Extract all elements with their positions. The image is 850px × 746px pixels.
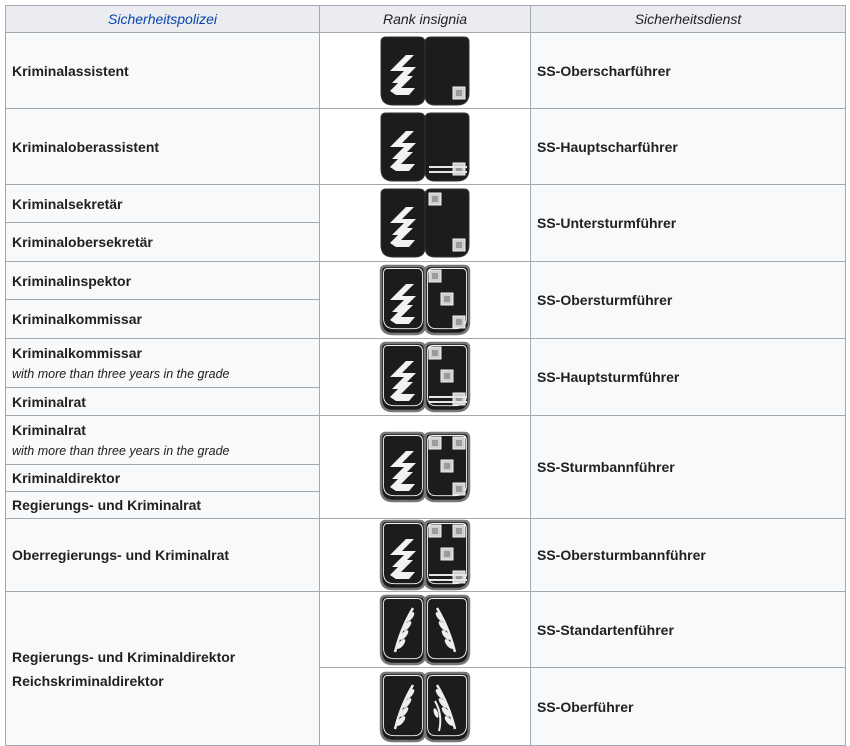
insignia-cell: [320, 33, 531, 109]
ss-rank: SS-Obersturmführer: [531, 262, 846, 339]
insignia-cell: [320, 185, 531, 262]
table-row: [6, 109, 846, 185]
ss-rank: SS-Untersturmführer: [531, 185, 846, 262]
collar-tab-insignia-icon: [373, 264, 477, 336]
police-rank: Oberregierungs- und Kriminalrat: [6, 519, 320, 592]
ss-rank: SS-Oberführer: [531, 668, 846, 746]
table-row: [6, 33, 846, 109]
ss-rank: SS-Obersturmbannführer: [531, 519, 846, 592]
header-sicherheitspolizei-link[interactable]: Sicherheitspolizei: [6, 6, 320, 33]
police-rank: Kriminalassistent: [6, 33, 320, 109]
table-row: [6, 519, 846, 592]
ss-rank: SS-Sturmbannführer: [531, 416, 846, 519]
rank-comparison-table: [5, 5, 846, 746]
insignia-cell: [320, 519, 531, 592]
police-rank: Kriminalinspektor: [6, 262, 320, 300]
rank-note: with more than three years in the grade: [12, 367, 230, 381]
ss-rank: SS-Standartenführer: [531, 592, 846, 668]
insignia-cell: [320, 262, 531, 339]
police-rank: Kriminaldirektor: [6, 465, 320, 492]
police-rank: Kriminalrat: [12, 422, 86, 438]
ss-rank: SS-Hauptsturmführer: [531, 339, 846, 416]
collar-tab-insignia-icon: [373, 341, 477, 413]
rank-note: with more than three years in the grade: [12, 444, 230, 458]
police-rank-cell: [6, 592, 320, 746]
police-rank: Kriminalkommissar: [12, 345, 142, 361]
collar-tab-insignia-icon: [373, 111, 477, 183]
table-row: [6, 185, 846, 223]
collar-tab-insignia-icon: [373, 35, 477, 107]
police-rank: Regierungs- und Kriminaldirektor: [12, 648, 236, 665]
collar-tab-insignia-icon: [373, 594, 477, 666]
table-row: [6, 592, 846, 668]
insignia-cell: [320, 416, 531, 519]
ss-rank: SS-Oberscharführer: [531, 33, 846, 109]
table-row: [6, 416, 846, 465]
police-rank: Kriminalkommissar: [6, 300, 320, 339]
collar-tab-insignia-icon: [373, 519, 477, 591]
police-rank-cell: [6, 416, 320, 465]
collar-tab-insignia-icon: [373, 187, 477, 259]
police-rank: Kriminaloberassistent: [6, 109, 320, 185]
insignia-cell: [320, 592, 531, 668]
police-rank-cell: [6, 339, 320, 388]
header-rank-insignia: Rank insignia: [320, 6, 531, 33]
police-rank: Kriminalrat: [6, 388, 320, 416]
police-rank: Reichskriminaldirektor: [12, 672, 164, 689]
header-sicherheitsdienst: Sicherheitsdienst: [531, 6, 846, 33]
table-row: [6, 339, 846, 388]
ss-rank: SS-Hauptscharführer: [531, 109, 846, 185]
police-rank: Regierungs- und Kriminalrat: [6, 492, 320, 519]
insignia-cell: [320, 109, 531, 185]
collar-tab-insignia-icon: [373, 671, 477, 743]
insignia-cell: [320, 668, 531, 746]
insignia-cell: [320, 339, 531, 416]
header-row: [6, 6, 846, 33]
collar-tab-insignia-icon: [373, 431, 477, 503]
table-row: [6, 262, 846, 300]
police-rank: Kriminalobersekretär: [6, 223, 320, 262]
police-rank: Kriminalsekretär: [6, 185, 320, 223]
